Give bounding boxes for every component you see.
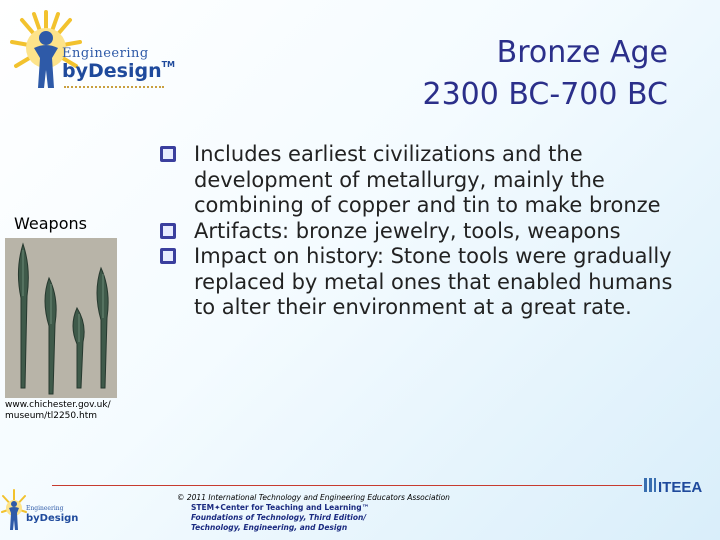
bullet-item [158,219,698,245]
footer-credits [177,493,450,533]
weapons-label: Weapons [14,214,87,233]
footer-divider [52,485,642,486]
bullet-list [158,142,698,321]
logo-divider [64,86,164,88]
bullet-text: Impact on history: Stone tools were gradually replaced by metal ones that enabled humans to alter their environment at a great rate. [194,244,673,319]
checkbox-bullet-icon [160,248,176,264]
logo-engineering-text: Engineering [62,46,149,61]
logo-trademark: TM [161,60,176,69]
bullet-item [158,244,698,321]
iteea-logo [644,474,714,496]
title-line-2: 2300 BC-700 BC [422,77,668,112]
checkbox-bullet-icon [160,223,176,239]
title-line-1: Bronze Age [496,35,668,70]
caption-line-1: www.chichester.gov.uk/ [5,400,111,410]
slide-title [422,32,668,116]
bullet-text: Includes earliest civilizations and the development of metallurgy, mainly the combining of copper and tin to make bronze [194,142,661,217]
bullet-text: Artifacts: bronze jewelry, tools, weapons [194,218,621,243]
footer-copyright: © 2011 International Technology and Engineering Educators Association [177,493,450,502]
iteea-text: ITEEA [658,479,703,496]
bullet-item [158,142,698,219]
footer-book-line-2: Technology, Engineering, and Design [191,523,348,532]
footer-book-line-1: Foundations of Technology, Third Edition/ [191,513,367,522]
checkbox-bullet-icon [160,146,176,162]
caption-line-2: museum/tl2250.htm [5,411,97,421]
logo-bydesign-text: byDesign™ [62,60,176,82]
bronze-spearheads-image [5,238,117,398]
footer-logo-engineering-text: Engineering [26,505,64,512]
footer-stem-center: STEM✦Center for Teaching and Learning™ [191,503,370,512]
image-source-caption [5,400,111,422]
footer-logo-bydesign-text: byDesign [26,513,79,524]
